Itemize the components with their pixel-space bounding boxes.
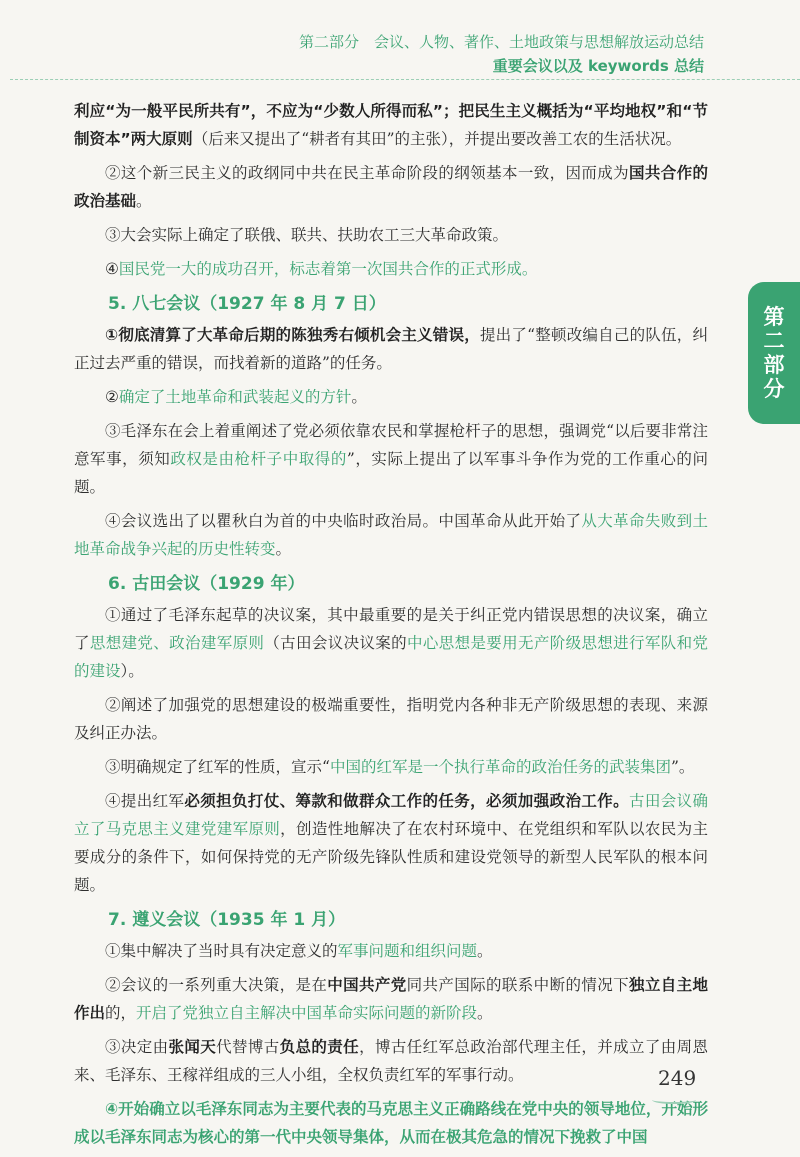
paragraph (74, 417, 708, 501)
paragraph (74, 159, 708, 215)
header-subtitle: 重要会议以及 keywords 总结 (492, 57, 704, 75)
paragraph (74, 937, 708, 965)
bold-text: ①彻底清算了大革命后期的陈独秀右倾机会主义错误， (105, 326, 480, 344)
paragraph (74, 97, 708, 153)
paragraph (74, 971, 708, 1027)
side-tab-char: 二 (763, 329, 785, 353)
text: ④会议选出了以瞿秋白为首的中央临时政治局。中国革命从此开始了 (105, 512, 582, 530)
text: 。 (351, 388, 367, 406)
paragraph (74, 691, 708, 747)
section-heading: 6. 古田会议（1929 年） (108, 574, 305, 594)
paragraph (74, 507, 708, 563)
bold-text: 国共合作的政治基础 (74, 164, 708, 210)
text: ② (105, 388, 119, 406)
text: （古田会议决议案的 (264, 634, 408, 652)
text: 。 (477, 1004, 493, 1022)
paragraph (74, 787, 708, 899)
bold-text: 利应“为一般平民所共有”，不应为“少数人所得而私”；把民生主义概括为“平均地权”和“节制资本”两大原则 (74, 102, 708, 148)
text: ④ (105, 260, 119, 278)
text: ③决定由 (105, 1038, 169, 1056)
text: ”，实际上提出了以军事斗争作为党的工作重心的问题。 (74, 450, 708, 496)
highlight-text: 政权是由枪杆子中取得的 (170, 450, 347, 468)
highlight-text: 军事问题和组织问题 (337, 942, 478, 960)
highlight-text: 思想建党、政治建军原则 (89, 634, 265, 652)
text: ，创造性地解决了在农村环境中、在党组织和军队以农民为主要成分的条件下，如何保持党的无产阶级先锋队性质和建设党领导的新型人民军队的根本问题。 (74, 820, 708, 894)
text: ②会议的一系列重大决策，是在 (105, 976, 328, 994)
text: ①集中解决了当时具有决定意义的 (105, 942, 338, 960)
text: ”。 (670, 758, 695, 776)
paragraph (74, 1033, 708, 1089)
side-tab-char: 分 (763, 377, 785, 401)
text: ，博古任红军总政治部代理主任，并成立了由周恩来、毛泽东、王稼祥组成的三人小组，全权负责红军的军事行动。 (74, 1038, 708, 1084)
text: 。 (477, 942, 493, 960)
side-tab-char: 第 (763, 305, 785, 329)
page-body (74, 97, 708, 1157)
paragraph (74, 321, 708, 377)
paragraph (74, 383, 708, 411)
page-number: 249 (658, 1066, 697, 1090)
bold-text: 独立自主地作出 (74, 976, 708, 1022)
highlight-text: 中心思想是要用无产阶级思想进行军队和党的建设 (74, 634, 708, 680)
paragraph (74, 753, 708, 781)
text: 代替博古 (216, 1038, 280, 1056)
paragraph (74, 255, 708, 283)
highlight-text: 从大革命失败到土地革命战争兴起的历史性转变 (74, 512, 708, 558)
running-header (299, 30, 704, 78)
bold-text: 张闻天 (168, 1038, 217, 1056)
highlight-text: 古田会议确立了马克思主义建党建军原则 (74, 792, 708, 838)
header-section-title: 第二部分 会议、人物、著作、土地政策与思想解放运动总结 (298, 33, 704, 51)
text: 。 (136, 192, 152, 210)
highlight-text: 开启了党独立自主解决中国革命实际问题的新阶段 (136, 1004, 478, 1022)
text: 提出了“整顿改编自己的队伍，纠正过去严重的错误，而找着新的道路”的任务。 (74, 326, 708, 372)
paragraph (74, 601, 708, 685)
header-divider (10, 79, 800, 80)
bold-text: 必须担负打仗、筹款和做群众工作的任务，必须加强政治工作。 (184, 792, 629, 810)
paragraph (74, 1095, 708, 1151)
bold-text: 中国共产党 (327, 976, 407, 994)
section-heading: 7. 遵义会议（1935 年 1 月） (108, 910, 346, 930)
section-side-tab (748, 282, 800, 424)
page-number-ornament (652, 1096, 696, 1104)
text: （后来又提出了“耕者有其田”的主张），并提出要改善工农的生活状况。 (192, 130, 682, 148)
text: 同共产国际的联系中断的情况下 (406, 976, 629, 994)
text: ③毛泽东在会上着重阐述了党必须依靠农民和掌握枪杆子的思想，强调党“以后要非常注意军事，须知 (74, 422, 708, 468)
highlight-text: 中国的红军是一个执行革命的政治任务的武装集团 (329, 758, 671, 776)
text: ②阐述了加强党的思想建设的极端重要性，指明党内各种非无产阶级思想的表现、来源及纠正办法。 (74, 696, 708, 742)
text: 的， (105, 1004, 137, 1022)
paragraph (74, 221, 708, 249)
text: ③大会实际上确定了联俄、联共、扶助农工三大革命政策。 (105, 226, 509, 244)
highlight-text: ④开始确立以毛泽东同志为主要代表的马克思主义正确路线在党中央的领导地位，开始形成以毛泽东同志为核心的第一代中央领导集体，从而在极其危急的情况下挽救了中国 (74, 1100, 708, 1146)
highlight-text: 国民党一大的成功召开，标志着第一次国共合作的正式形成。 (118, 260, 538, 278)
section-heading: 5. 八七会议（1927 年 8 月 7 日） (108, 294, 386, 314)
highlight-text: 确定了土地革命和武装起义的方针 (118, 388, 352, 406)
text: ④提出红军 (105, 792, 185, 810)
text: ③明确规定了红军的性质，宣示“ (105, 758, 330, 776)
text: 。 (275, 540, 292, 558)
text: ）。 (120, 662, 144, 680)
bold-text: 负总的责任 (279, 1038, 360, 1056)
text: ①通过了毛泽东起草的决议案，其中最重要的是关于纠正党内错误思想的决议案，确立了 (74, 606, 708, 652)
side-tab-char: 部 (763, 353, 785, 377)
text: ②这个新三民主义的政纲同中共在民主革命阶段的纲领基本一致，因而成为 (105, 164, 629, 182)
